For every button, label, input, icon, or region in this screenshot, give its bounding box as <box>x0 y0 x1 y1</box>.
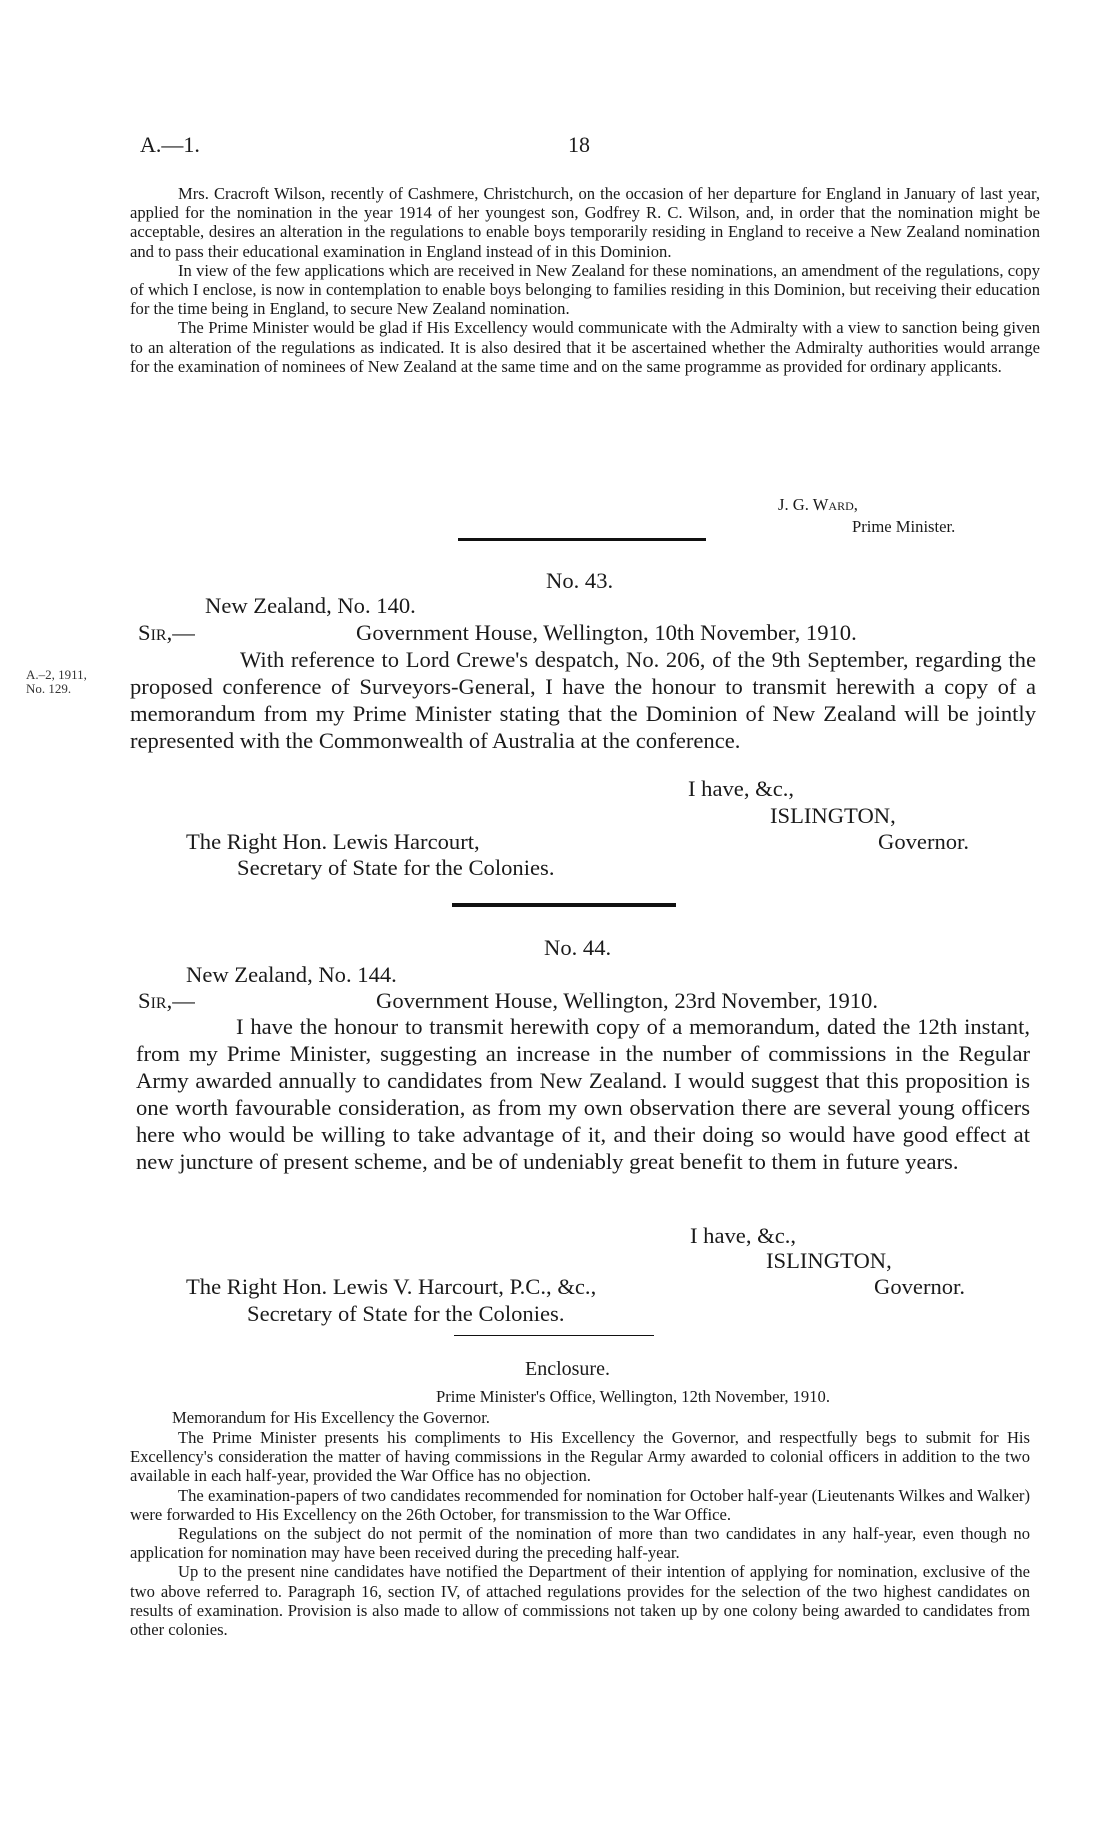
place-date: Government House, Wellington, 10th November, 1910. <box>356 620 857 645</box>
section-rule <box>458 538 706 541</box>
section-heading: No. 43. <box>546 568 614 593</box>
paragraph: The Prime Minister presents his compliments to His Excellency the Governor, and respectfully begs to submit for His Excellency's consideration the matter of having commissions in the Regular Army awarded to colonial officers in addition to the two available in each half-year, provided the War Office has no objection. <box>130 1428 1030 1486</box>
enclosure-place-date: Prime Minister's Office, Wellington, 12th November, 1910. <box>436 1387 830 1406</box>
signature-title: Prime Minister. <box>852 517 956 536</box>
addressee: The Right Hon. Lewis Harcourt, <box>186 829 480 854</box>
addressee-office: Secretary of State for the Colonies. <box>247 1301 565 1326</box>
margin-note: No. 129. <box>26 681 72 696</box>
signer: ISLINGTON, <box>770 803 896 828</box>
body-paragraph: I have the honour to transmit herewith copy of a memorandum, dated the 12th instant, from my Prime Minister, suggesting an increase in the number of commissions in the Regular Army awarded annually to candidates from New Zealand. I would suggest that this proposition is one worth favourable consideration, as from my own observation there are several young officers here who would be willing to take advantage of it, and their doing so would have good effect at new juncture of present scheme, and be of undeniably great benefit to them in future years. <box>136 1014 1030 1174</box>
paragraph: In view of the few applications which are received in New Zealand for these nominations, an amendment of the regulations, copy of which I enclose, is now in contemplation to enable boys belonging to families residing in this Dominion, but receiving their education for the time being in England, to secure New Zealand nomination. <box>130 260 1040 319</box>
despatch-reference: New Zealand, No. 140. <box>205 593 416 618</box>
salutation: Sir,— <box>138 620 195 645</box>
paragraph: The Prime Minister would be glad if His Excellency would communicate with the Admiralty with a view to sanction being given to an alteration of the regulations as indicated. It is also desired that it be ascertained whether the Admiralty authorities would arrange for the examination of nominees of New Zealand at the same time and on the same programme as provided for ordinary applicants. <box>130 318 1040 376</box>
paragraph: Regulations on the subject do not permit of the nomination of more than two candidates in any half-year, even though no application for nomination may have been received during the preceding half-year. <box>130 1524 1030 1563</box>
section-rule <box>454 1335 654 1336</box>
paragraph: The examination-papers of two candidates recommended for nomination for October half-year (Lieutenants Wilkes and Walker) were forwarded to His Excellency on the 26th October, for transmission to the War Office. <box>130 1485 1030 1524</box>
margin-note: A.–2, 1911, <box>26 667 87 682</box>
place-date: Government House, Wellington, 23rd November, 1910. <box>376 988 878 1013</box>
signer-title: Governor. <box>878 829 969 854</box>
closing: I have, &c., <box>688 776 795 801</box>
addressee-office: Secretary of State for the Colonies. <box>237 855 555 880</box>
paragraph: Mrs. Cracroft Wilson, recently of Cashmere, Christchurch, on the occasion of her departure for England in January of last year, applied for the nomination in the year 1914 of her youngest son, Godfrey R. C. Wilson, and, in order that the nomination might be acceptable, desires an alteration in the regulations to enable boys temporarily residing in England to receive a New Zealand nomination and to pass their educational examination in England instead of in this Dominion. <box>130 184 1040 261</box>
addressee: The Right Hon. Lewis V. Harcourt, P.C., &c., <box>186 1274 597 1299</box>
enclosure-heading: Enclosure. <box>525 1358 610 1380</box>
despatch-reference: New Zealand, No. 144. <box>186 962 397 987</box>
paragraph: Up to the present nine candidates have notified the Department of their intention of applying for nomination, exclusive of the two above referred to. Paragraph 16, section IV, of attached regulations provides for the selection of the two highest candidates on results of examination. Provision is also made to allow of commissions not taken up by one colony being awarded to candidates from other colonies. <box>130 1562 1030 1640</box>
signer: ISLINGTON, <box>766 1248 892 1273</box>
page-number: 18 <box>568 132 590 157</box>
signature-name: J. G. Ward, <box>778 495 858 514</box>
signer-title: Governor. <box>874 1274 965 1299</box>
wilson-letter <box>130 184 1040 376</box>
body-paragraph: With reference to Lord Crewe's despatch, No. 206, of the 9th September, regarding the proposed conference of Surveyors-General, I have the honour to transmit herewith a copy of a memorandum from my Prime Minister stating that the Dominion of New Zealand will be jointly represented with the Commonwealth of Australia at the conference. <box>130 647 1036 753</box>
section-rule <box>452 903 676 907</box>
despatch-body <box>136 1013 1030 1175</box>
salutation: Sir,— <box>138 988 195 1013</box>
despatch-body <box>130 646 1036 754</box>
memo-line: Memorandum for His Excellency the Governor. <box>172 1408 490 1427</box>
enclosure-body <box>130 1428 1030 1639</box>
section-heading: No. 44. <box>544 935 612 960</box>
closing: I have, &c., <box>690 1223 797 1248</box>
page-series: A.—1. <box>140 132 200 157</box>
